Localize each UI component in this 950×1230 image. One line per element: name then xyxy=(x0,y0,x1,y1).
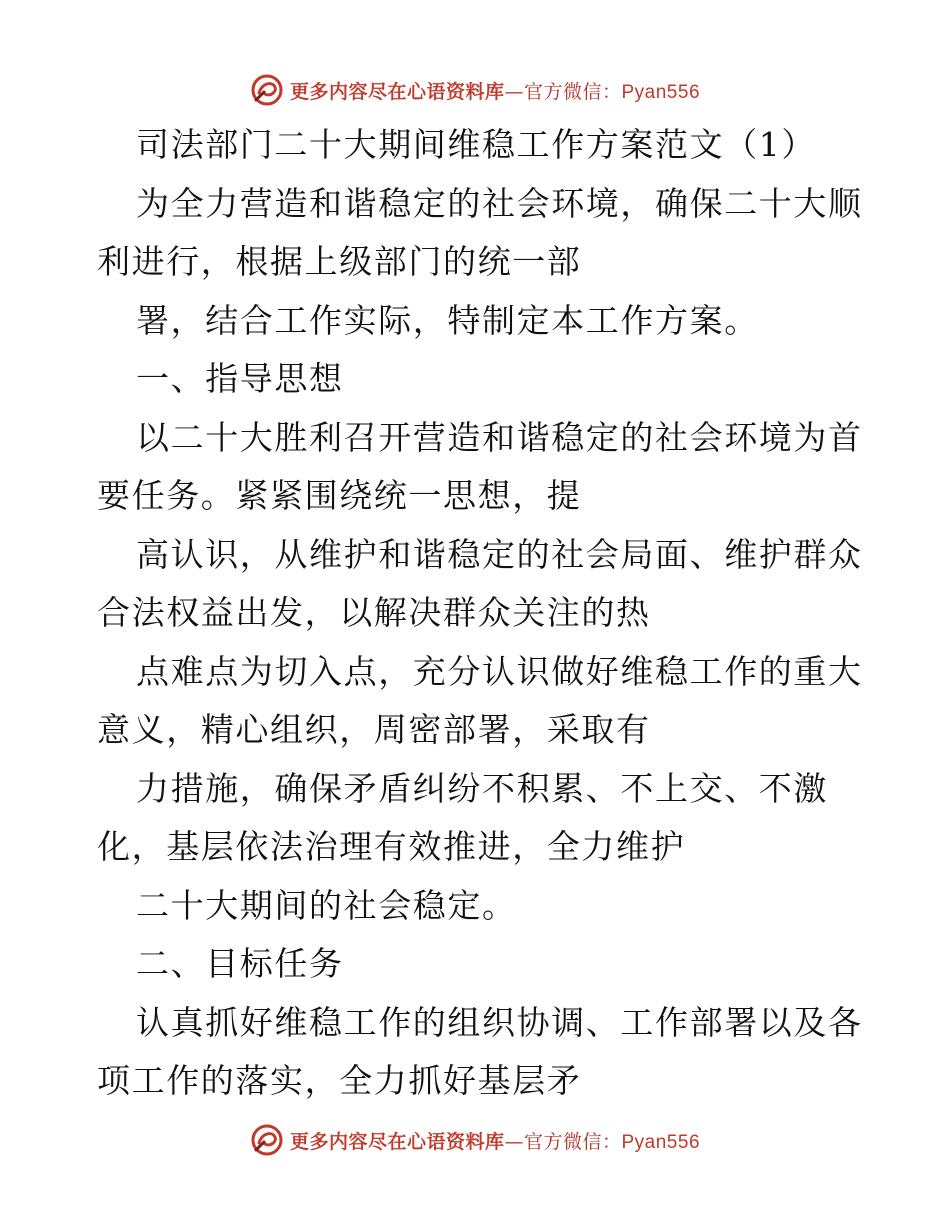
watermark-text xyxy=(290,77,700,104)
footer-watermark xyxy=(0,1120,950,1160)
text-line: 署，结合工作实际，特制定本工作方案。 xyxy=(136,300,759,340)
text-line: 二十大期间的社会稳定。 xyxy=(136,885,517,925)
text-line: 项工作的落实，全力抓好基层矛 xyxy=(97,1061,582,1100)
text-line: 高认识，从维护和谐稳定的社会局面、维护群众 xyxy=(136,534,863,574)
text-line: 利进行，根据上级部门的统一部 xyxy=(97,242,582,281)
text-line: 为全力营造和谐稳定的社会环境，确保二十大顺 xyxy=(136,183,863,223)
watermark-slogan: 更多内容尽在心语资料库 xyxy=(289,80,505,103)
watermark-wechat-id: Pyan556 xyxy=(621,1131,701,1153)
watermark-dash: — xyxy=(504,1130,524,1153)
text-line: 意义，精心组织，周密部署，采取有 xyxy=(97,710,651,749)
text-line: 化，基层依法治理有效推进，全力维护 xyxy=(97,827,686,866)
red-swirl-logo-icon xyxy=(250,73,284,107)
section-heading: 一、指导思想 xyxy=(136,359,344,398)
section-heading: 二、目标任务 xyxy=(136,944,344,983)
red-swirl-logo-icon xyxy=(250,1123,284,1157)
watermark-slogan: 更多内容尽在心语资料库 xyxy=(289,1130,505,1153)
watermark-wechat-label: 官方微信： xyxy=(523,80,622,103)
text-line: 力措施，确保矛盾纠纷不积累、不上交、不激 xyxy=(136,768,828,808)
document-title: 司法部门二十大期间维稳工作方案范文（1） xyxy=(136,125,816,164)
text-line: 合法权益出发，以解决群众关注的热 xyxy=(97,593,651,632)
header-watermark xyxy=(0,70,950,110)
text-line: 以二十大胜利召开营造和谐稳定的社会环境为首 xyxy=(136,417,863,457)
text-line: 要任务。紧紧围绕统一思想，提 xyxy=(97,476,582,515)
text-line: 认真抓好维稳工作的组织协调、工作部署以及各 xyxy=(136,1002,863,1042)
watermark-dash: — xyxy=(504,80,524,103)
text-line: 点难点为切入点，充分认识做好维稳工作的重大 xyxy=(136,651,863,691)
watermark-wechat-label: 官方微信： xyxy=(523,1130,622,1153)
watermark-text xyxy=(290,1127,700,1154)
document-body xyxy=(97,116,877,1111)
watermark-wechat-id: Pyan556 xyxy=(621,81,701,103)
